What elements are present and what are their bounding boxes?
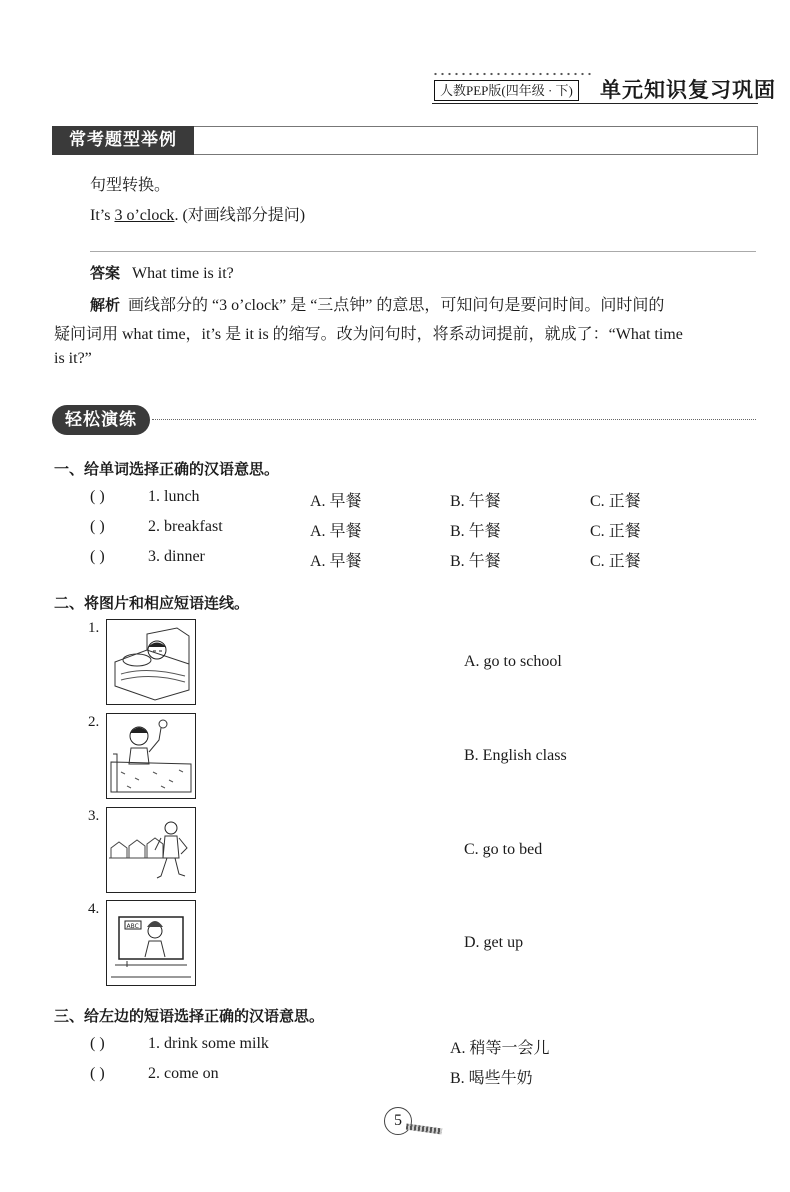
- q1-paren-3[interactable]: ( ): [90, 548, 105, 565]
- q1-paren-2[interactable]: ( ): [90, 518, 105, 535]
- q1-paren-1[interactable]: ( ): [90, 488, 105, 505]
- answer-text: What time is it?: [132, 265, 234, 282]
- sentence-underlined: 3 o’clock: [114, 207, 175, 224]
- section-label-examples: 常考题型举例: [52, 126, 194, 155]
- analysis-label: 解析: [90, 296, 121, 314]
- q3-option-b: B. 喝些牛奶: [450, 1070, 533, 1087]
- q1-title: 一、给单词选择正确的汉语意思。: [54, 460, 280, 478]
- q1-option-a-1: A. 早餐: [310, 493, 362, 510]
- q1-item-2: 2. breakfast: [148, 518, 223, 535]
- q3-title: 三、给左边的短语选择正确的汉语意思。: [54, 1007, 325, 1025]
- q2-num-1: 1.: [88, 620, 100, 636]
- sentence-prefix: It’s: [90, 207, 115, 224]
- q2-num-4: 4.: [88, 901, 100, 917]
- waking-illustration: [107, 714, 195, 798]
- q1-option-c-2: C. 正餐: [590, 523, 641, 540]
- answer-label: 答案: [90, 264, 121, 282]
- picture-boy-waking-up[interactable]: [106, 713, 196, 799]
- q1-item-1: 1. lunch: [148, 488, 200, 505]
- picture-sleeping-boy[interactable]: [106, 619, 196, 705]
- example-task: 句型转换。: [90, 177, 171, 194]
- q3-item-2: 2. come on: [148, 1065, 219, 1082]
- q1-option-b-2: B. 午餐: [450, 523, 501, 540]
- analysis-line-2: 疑问词用 what time，it’s 是 it is 的缩写。改为问句时，将系动词提前，就成了：“What time: [54, 326, 683, 343]
- q3-option-a: A. 稍等一会儿: [450, 1040, 550, 1057]
- section-label-practice: 轻松演练: [52, 405, 150, 435]
- header-dots: [432, 70, 592, 78]
- separator-line: [90, 251, 756, 252]
- q2-title: 二、将图片和相应短语连线。: [54, 594, 250, 612]
- magnifier-handle-icon: [406, 1124, 442, 1135]
- blackboard-text: ABC: [126, 923, 139, 930]
- q1-option-b-1: B. 午餐: [450, 493, 501, 510]
- q2-option-b[interactable]: B. English class: [464, 747, 567, 764]
- q1-option-c-1: C. 正餐: [590, 493, 641, 510]
- q2-option-a[interactable]: A. go to school: [464, 653, 562, 670]
- practice-dotted-rule: [152, 419, 756, 420]
- q3-paren-1[interactable]: ( ): [90, 1035, 105, 1052]
- q2-option-d[interactable]: D. get up: [464, 934, 524, 951]
- q1-option-a-3: A. 早餐: [310, 553, 362, 570]
- classroom-illustration: [107, 901, 195, 985]
- q1-option-c-3: C. 正餐: [590, 553, 641, 570]
- q1-option-a-2: A. 早餐: [310, 523, 362, 540]
- school-illustration: [107, 808, 195, 892]
- unit-title: 单元知识复习巩固: [600, 78, 776, 102]
- analysis-line-1: 解析 画线部分的 “3 o’clock” 是 “三点钟” 的意思，可知问句是要问时间。问时间的: [90, 296, 665, 314]
- q1-option-b-3: B. 午餐: [450, 553, 501, 570]
- q1-item-3: 3. dinner: [148, 548, 205, 565]
- picture-going-to-school[interactable]: [106, 807, 196, 893]
- q2-option-c[interactable]: C. go to bed: [464, 841, 543, 858]
- analysis-line-3: is it?”: [54, 350, 92, 367]
- answer-line: [90, 262, 234, 283]
- q2-num-3: 3.: [88, 808, 100, 824]
- q3-item-1: 1. drink some milk: [148, 1035, 269, 1052]
- q3-paren-2[interactable]: ( ): [90, 1065, 105, 1082]
- header-rule: [432, 103, 758, 104]
- example-sentence: [90, 202, 305, 225]
- page-number: 5: [384, 1107, 412, 1135]
- picture-english-class[interactable]: [106, 900, 196, 986]
- edition-badge: 人教PEP版(四年级 · 下): [434, 80, 579, 101]
- sentence-suffix: . (对画线部分提问): [174, 207, 306, 224]
- bed-illustration: [107, 620, 195, 704]
- q2-num-2: 2.: [88, 714, 100, 730]
